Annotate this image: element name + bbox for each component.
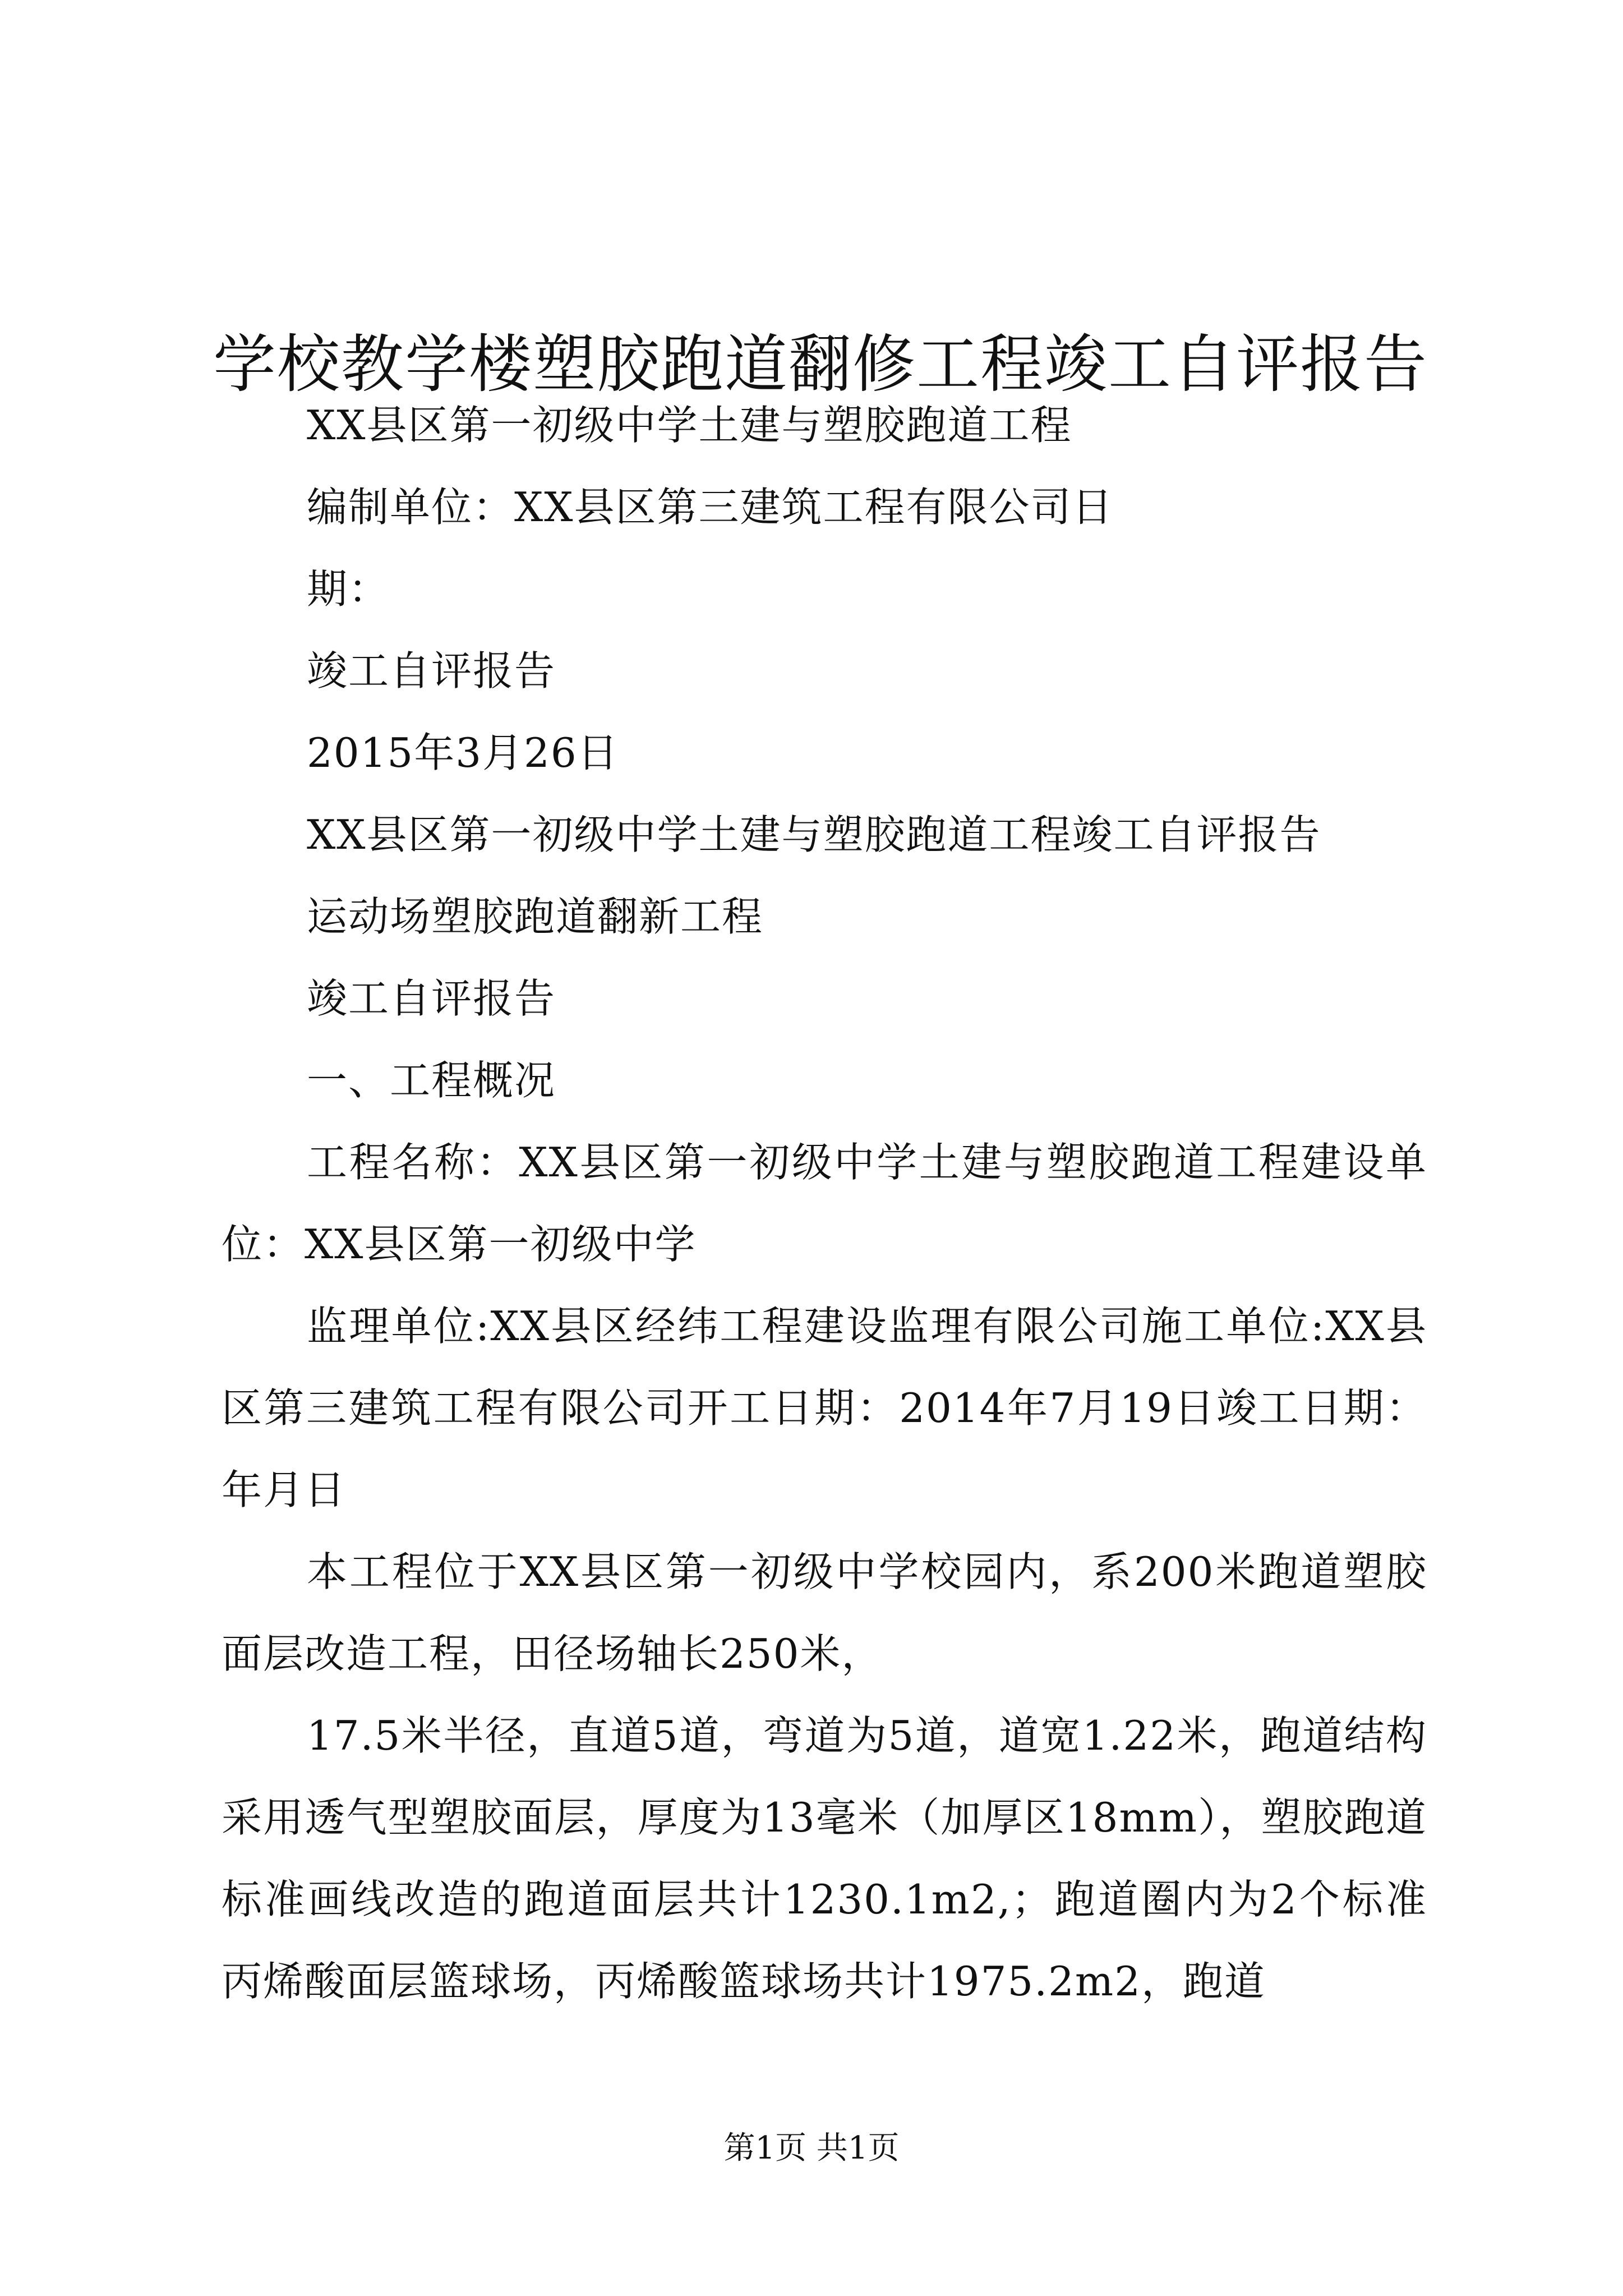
- paragraph-renovation: 运动场塑胶跑道翻新工程: [307, 893, 764, 940]
- paragraph-compiler: 编制单位：XX县区第三建筑工程有限公司日: [307, 484, 1114, 531]
- paragraph-date-label: 期：: [307, 565, 390, 613]
- page-footer: 第1页 共1页: [723, 2130, 900, 2166]
- document-body: [222, 384, 1427, 2022]
- paragraph-full-title: XX县区第一初级中学土建与塑胶跑道工程竣工自评报告: [307, 811, 1321, 858]
- paragraph-report-title-2: 竣工自评报告: [307, 975, 556, 1022]
- document-title: 学校教学楼塑胶跑道翻修工程竣工自评报告: [213, 328, 1428, 402]
- paragraph-project-name: XX县区第一初级中学土建与塑胶跑道工程: [307, 402, 1072, 449]
- section-heading-overview: 一、工程概况: [307, 1057, 556, 1104]
- paragraph-project-info: 工程名称：XX县区第一初级中学土建与塑胶跑道工程建设单位：XX县区第一初级中学: [222, 1139, 1427, 1268]
- paragraph-date: 2015年3月26日: [307, 729, 619, 776]
- paragraph-location: 本工程位于XX县区第一初级中学校园内，系200米跑道塑胶面层改造工程，田径场轴长250米，: [222, 1548, 1427, 1677]
- paragraph-report-title: 竣工自评报告: [307, 647, 556, 694]
- paragraph-supervision: 监理单位:XX县区经纬工程建设监理有限公司施工单位:XX县区第三建筑工程有限公司开工日期：2014年7月19日竣工日期：年月日: [222, 1303, 1427, 1513]
- paragraph-specs: 17.5米半径，直道5道，弯道为5道，道宽1.22米，跑道结构采用透气型塑胶面层，厚度为13毫米（加厚区18mm），塑胶跑道标准画线改造的跑道面层共计1230.1m2,；跑道圈内为2个标准丙烯酸面层篮球场，丙烯酸篮球场共计1975.2m2，跑道: [222, 1712, 1427, 2005]
